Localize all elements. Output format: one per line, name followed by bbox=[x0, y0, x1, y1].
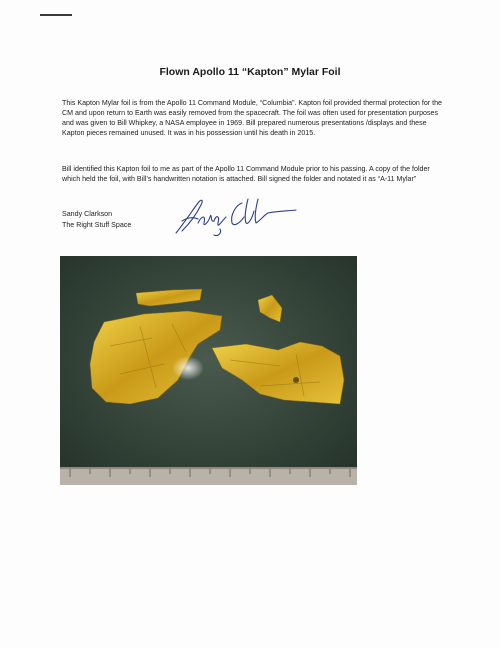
light-glare bbox=[172, 356, 204, 380]
foil-photograph bbox=[60, 256, 357, 485]
paragraph-provenance: This Kapton Mylar foil is from the Apollo 11 Command Module, “Columbia”. Kapton foil provided thermal protection for the CM and upon return to Earth was easily removed from the spacecraft. The foil was often used for presentation purposes and was given to Bill Whipkey, a NASA employee in 1969. Bill prepared numerous presentations /displays and these Kapton pieces remained unused. It was in his possession until his death in 2015. bbox=[62, 99, 442, 137]
page-title: Flown Apollo 11 “Kapton” Mylar Foil bbox=[159, 66, 341, 78]
handwritten-signature bbox=[168, 193, 298, 239]
signer-organization: The Right Stuff Space bbox=[62, 221, 132, 229]
paragraph-identification: Bill identified this Kapton foil to me as part of the Apollo 11 Command Module prior to his passing. A copy of the folder which held the foil, with Bill’s handwritten notation is attached. Bill signed the folder and notated it as “A-11 Mylar” bbox=[62, 165, 430, 183]
scan-mark bbox=[40, 14, 72, 16]
measurement-ruler bbox=[60, 467, 357, 485]
signature-block bbox=[62, 209, 131, 231]
signer-name: Sandy Clarkson bbox=[62, 210, 113, 218]
